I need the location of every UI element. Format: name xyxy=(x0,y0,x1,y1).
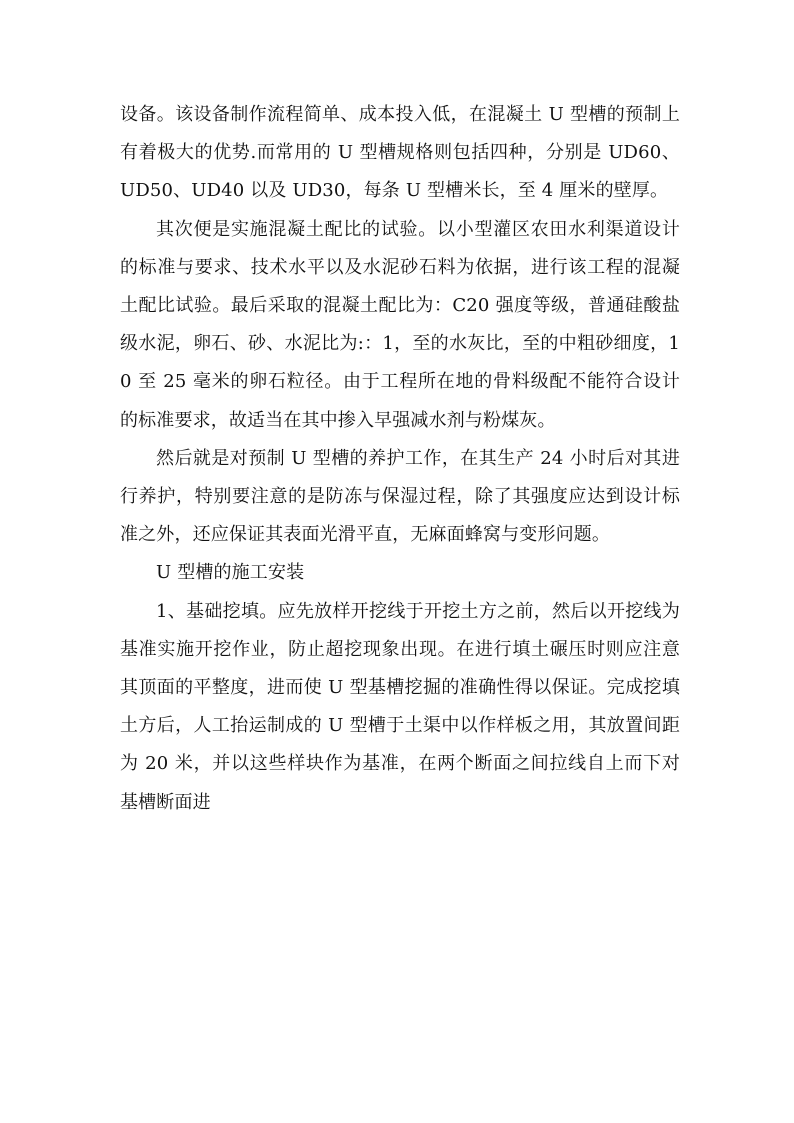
document-body xyxy=(120,96,680,822)
paragraph-foundation-excavation: 1、基础挖填。应先放样开挖线于开挖土方之前，然后以开挖线为基准实施开挖作业，防止超挖现象出现。在进行填土碾压时则应注意其顶面的平整度，进而使 U 型基槽挖掘的准确性得以保证。完成挖填土方后，人工抬运制成的 U 型槽于土渠中以作样板之用，其放置间距为 20 米，并以这些样块作为基准，在两个断面之间拉线自上而下对基槽断面进 xyxy=(120,600,680,813)
paragraph-concrete-mix-test: 其次便是实施混凝土配比的试验。以小型灌区农田水利渠道设计的标准与要求、技术水平以及水泥砂石料为依据，进行该工程的混凝土配比试验。最后采取的混凝土配比为：C20 强度等级，普通硅酸盐级水泥，卵石、砂、水泥比为:：1，至的水灰比，至的中粗砂细度，10 至 25 毫米的卵石粒径。由于工程所在地的骨料级配不能符合设计的标准要求，故适当在其中掺入早强减水剂与粉煤灰。 xyxy=(120,218,680,431)
paragraph-curing: 然后就是对预制 U 型槽的养护工作，在其生产 24 小时后对其进行养护，特别要注意的是防冻与保湿过程，除了其强度应达到设计标准之外，还应保证其表面光滑平直，无麻面蜂窝与变形问题。 xyxy=(120,447,680,546)
paragraph-equipment-spec: 设备。该设备制作流程简单、成本投入低，在混凝土 U 型槽的预制上有着极大的优势.而常用的 U 型槽规格则包括四种，分别是 UD60、UD50、UD40 以及 UD30，每条 U 型槽米长，至 4 厘米的壁厚。 xyxy=(120,104,680,202)
section-heading-installation: U 型槽的施工安装 xyxy=(156,562,305,584)
